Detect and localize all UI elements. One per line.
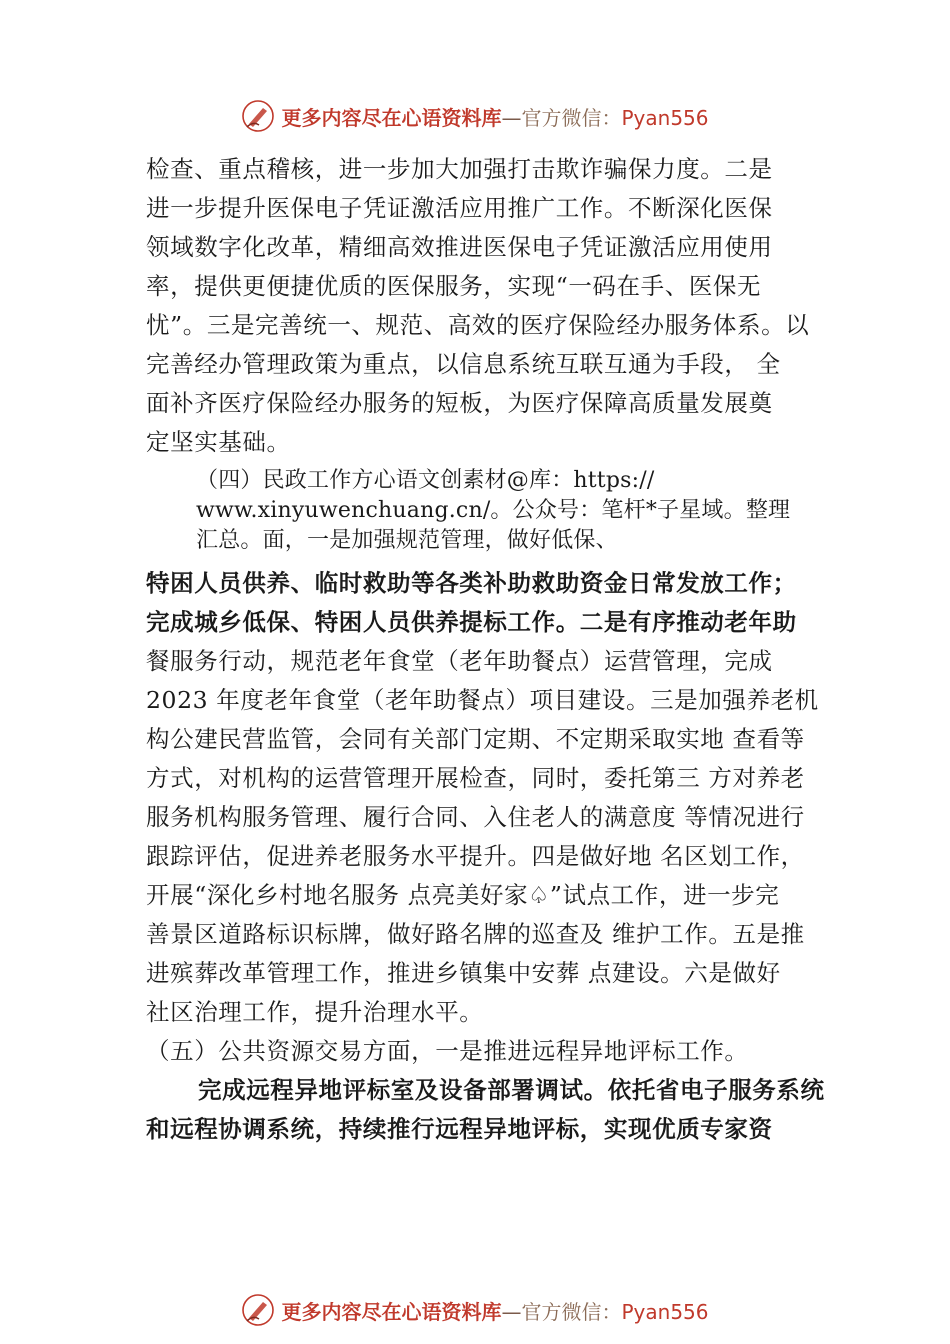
body-line: 善景区道路标识标牌，做好路名牌的巡查及 维护工作。五是推	[146, 920, 805, 948]
body-line: （五）公共资源交易方面，一是推进远程异地评标工作。	[146, 1037, 749, 1065]
banner-brand: 更多内容尽在心语资料库	[281, 105, 502, 130]
body-line: 服务机构服务管理、履行合同、入住老人的满意度 等情况进行	[146, 803, 805, 831]
document-body	[146, 150, 836, 1227]
banner-separator: —	[501, 105, 522, 130]
body-line: 2023 年度老年食堂（老年助餐点）项目建设。三是加强养老机	[146, 686, 819, 714]
section-heading-five: 完成远程异地评标室及设备部署调试。依托省电子服务系统	[198, 1076, 825, 1104]
body-line	[146, 1188, 836, 1227]
banner-label: 官方微信：	[521, 1299, 622, 1324]
body-line: 餐服务行动，规范老年食堂（老年助餐点）运营管理，完成	[146, 647, 773, 675]
banner-brand: 更多内容尽在心语资料库	[281, 1299, 502, 1324]
body-line: 完成城乡低保、特困人员供养提标工作。二是有序推动老年助	[146, 608, 797, 636]
header-banner	[0, 96, 950, 136]
body-line: 面补齐医疗保险经办服务的短板，为医疗保障高质量发展奠	[146, 389, 773, 417]
pen-logo-icon	[241, 99, 275, 133]
banner-wechat-id: Pyan556	[621, 105, 709, 130]
banner-separator: —	[501, 1299, 522, 1324]
body-line: 方式，对机构的运营管理开展检查，同时，委托第三 方对养老	[146, 764, 805, 792]
body-line: 进一步提升医保电子凭证激活应用推广工作。不断深化医保	[146, 194, 773, 222]
body-line: 和远程协调系统，持续推行远程异地评标，实现优质专家资	[146, 1115, 773, 1143]
footer-banner	[0, 1290, 950, 1330]
body-line: 忧”。三是完善统一、规范、高效的医疗保险经办服务体系。以	[146, 311, 810, 339]
body-line: 社区治理工作，提升治理水平。	[146, 998, 484, 1026]
pen-logo-icon	[241, 1293, 275, 1327]
body-line: 定坚实基础。	[146, 428, 291, 456]
banner-text	[281, 102, 708, 131]
watermark-url-line: www.xinyuwenchuang.cn/。公众号：笔杆*子星域。整理	[196, 498, 791, 523]
body-line	[146, 1149, 836, 1188]
body-line: 检查、重点稽核，进一步加大加强打击欺诈骗保力度。二是	[146, 155, 773, 183]
body-line: 开展“深化乡村地名服务 点亮美好家♤”试点工作，进一步完	[146, 881, 780, 909]
body-line: 跟踪评估，促进养老服务水平提升。四是做好地 名区划工作，	[146, 842, 805, 870]
section-heading-four: （四）民政工作方心语文创素材@库：https://	[196, 468, 655, 493]
body-line: 完善经办管理政策为重点，以信息系统互联互通为手段， 全	[146, 350, 781, 378]
body-line: 构公建民营监管，会同有关部门定期、不定期采取实地 查看等	[146, 725, 805, 753]
body-line: 领域数字化改革，精细高效推进医保电子凭证激活应用使用	[146, 233, 773, 261]
banner-text	[281, 1296, 708, 1325]
body-line: 特困人员供养、临时救助等各类补助救助资金日常发放工作；	[146, 569, 797, 597]
body-line: 进殡葬改革管理工作，推进乡镇集中安葬 点建设。六是做好	[146, 959, 781, 987]
watermark-summary-line: 汇总。面，一是加强规范管理，做好低保、	[196, 528, 618, 553]
banner-label: 官方微信：	[521, 105, 622, 130]
body-line: 率，提供更便捷优质的医保服务，实现“一码在手、医保无	[146, 272, 762, 300]
banner-wechat-id: Pyan556	[621, 1299, 709, 1324]
